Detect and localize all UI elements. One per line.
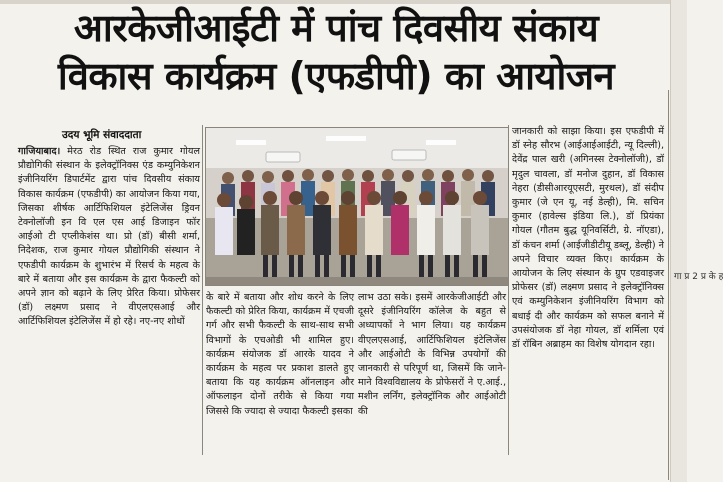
article-text: के बारे में बताया और शोध करने के लिए फैकल्टी को प्रेरित किया, कार्यक्रम में एचजी गर्ग और सभी फैकल्टी के साथ-साथ सभी विभागों के एचओडी भी शामिल हुए। कार्यक्रम संयोजक डॉ आरके यादव ने कार्यक्रम के महत्व पर प्रकाश डालते हुए बताया कि यह कार्यक्रम ऑनलाइन और ऑफलाइन दोनों तरीके से किया गया जिससे कि ज्यादा से ज्यादा फैकल्टी इसका — [206, 292, 354, 417]
article-column-3 — [358, 291, 506, 419]
article-text: मेरठ रोड स्थित राज कुमार गोयल प्रौद्योगिकी संस्थान के इलेक्ट्रॉनिक्स एंड कम्युनिकेशन इंजीनियरिंग डिपार्टमेंट द्वारा पांच दिवसीय संकाय विकास कार्यक्रम (एफडीपी) का आयोजन किया गया, जिसका शीर्षक आर्टिफिशियल इंटेलिजेंस ड्रिवन टेक्नोलॉजी इन वि एल एस आई डिजाइन फॉर आईओ टी एप्लीकेशंस था। प्रो (डॉ) बीसी शर्मा, निदेशक, राज कुमार गोयल प्रौद्योगिकी संस्थान ने एफडीपी कार्यक्रम के शुभारंभ में रिसर्च के महत्व के बारे में बताया और इस कार्यक्रम के द्वारा फैकल्टी को अपने ज्ञान को बढ़ाने के लिए प्रेरित किया। प्रोफेसर (डॉ) लक्ष्मण प्रसाद ने वीएलएसआई और आर्टिफिशियल इंटेलिजेंस में हो रहे। नए-नए शोधों — [18, 146, 200, 328]
column-rule — [202, 125, 203, 455]
group-photo — [205, 127, 509, 286]
headline-line-1: आरकेजीआईटी में पांच दिवसीय संकाय — [73, 6, 599, 50]
column-rule — [668, 90, 669, 480]
byline: उदय भूमि संवाददाता — [62, 129, 142, 141]
article-text: लाभ उठा सके। इसमें आरकेजीआईटी और दूसरे इंजीनियरिंग कॉलेज के बहुत से अध्यापकों ने भाग लिया। यह कार्यक्रम वीएलएसआई, आर्टिफिशियल इंटेलिजेंस और आईओटी के विभिन्न उपयोगों की जानकारी से परिपूर्ण था, जिसमें कि जाने-माने विश्वविद्यालय के प्रोफेसरों ने ए.आई., मशीन लर्निंग, इलेक्ट्रॉनिक और आईओटी की — [358, 292, 506, 417]
group-photo-illustration — [206, 128, 508, 285]
dateline: गाजियाबाद। — [18, 146, 61, 157]
headline-line-2: विकास कार्यक्रम (एफडीपी) का आयोजन — [57, 54, 615, 98]
article-column-4 — [512, 125, 664, 352]
adjacent-article-fragment: गा प्र 2 प्र के ह — [674, 272, 723, 282]
article-column-2 — [206, 291, 354, 419]
article-column-1 — [18, 145, 200, 330]
headline — [8, 4, 664, 100]
article-text: जानकारी को साझा किया। इस एफडीपी में डॉ स्नेह सौरभ (आईआईआईटी, न्यू दिल्ली), देवेंद्र पाल खरी (अगिनस्स टेक्नोलॉजी), डॉ मृदुल चावला, डॉ मनोज दुहान, डॉ विकास नेहरा (डीसीआरयूएसटी, मुरथल), डॉ संदीप कुमार (जे एन यू, नई डेल्ही), मि. सचिन कुमार (हावेल्स इंडिया लि.), डॉ प्रियंका गोयल (गौतम बुद्ध यूनिवर्सिटी, ग्रे. नॉएडा), डॉ कंचन शर्मा (आईजीडीटीयू डब्लू, डेल्ही) ने अपने विचार व्यक्त किए। कार्यक्रम के आयोजन के लिए संस्थान के ग्रुप एडवाइजर प्रोफेसर (डॉ) लक्ष्मण प्रसाद ने इलेक्ट्रॉनिक्स एवं कम्युनिकेशन इंजीनियरिंग विभाग को बधाई दी और कार्यक्रम को सफल बनाने में उपसंयोजक डॉ नेहा गोयल, डॉ शर्मिला एवं डॉ रॉबिन अब्राहम का विशेष योगदान रहा। — [512, 126, 664, 351]
